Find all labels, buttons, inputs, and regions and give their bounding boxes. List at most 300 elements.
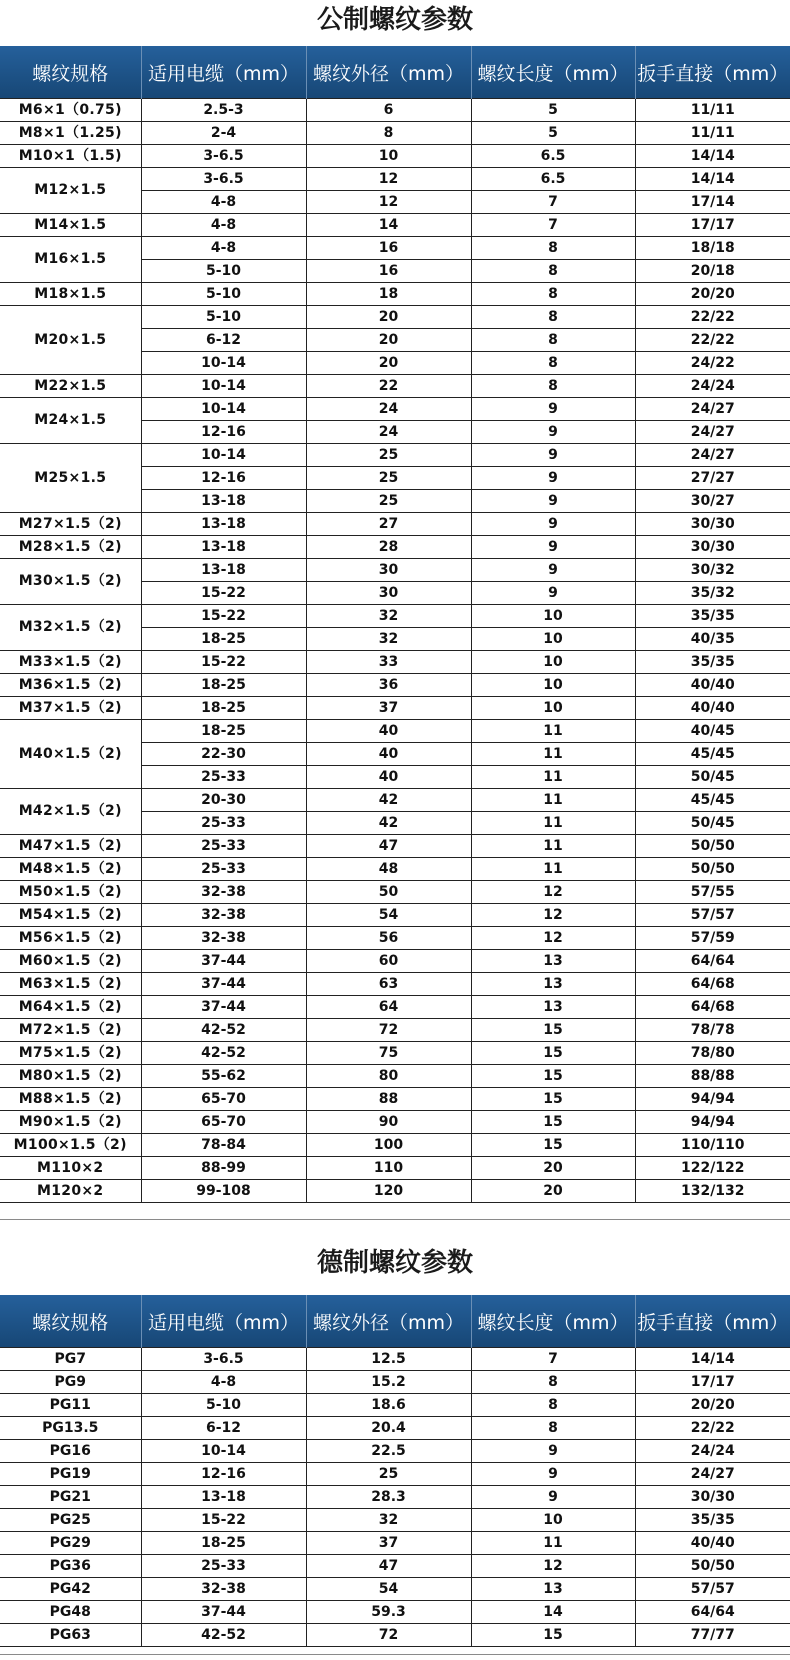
thread-diameter-cell: 20.4 [306, 1417, 471, 1440]
cable-range-cell: 4-8 [141, 214, 306, 237]
thread-diameter-cell: 30 [306, 582, 471, 605]
thread-spec-cell: M18×1.5 [0, 283, 141, 306]
wrench-size-cell: 17/17 [635, 1371, 790, 1394]
thread-diameter-cell: 120 [306, 1180, 471, 1203]
table-row [0, 375, 790, 398]
wrench-size-cell: 64/68 [635, 973, 790, 996]
thread-diameter-cell: 32 [306, 605, 471, 628]
cable-range-cell: 25-33 [141, 812, 306, 835]
thread-diameter-cell: 47 [306, 1555, 471, 1578]
bottom-divider [0, 1654, 790, 1655]
wrench-size-cell: 24/27 [635, 1463, 790, 1486]
table-row [0, 237, 790, 260]
cable-range-cell: 10-14 [141, 352, 306, 375]
cable-range-cell: 32-38 [141, 927, 306, 950]
thread-length-cell: 9 [471, 421, 635, 444]
pg-header-row [0, 1295, 790, 1348]
cable-range-cell: 15-22 [141, 651, 306, 674]
thread-length-cell: 9 [471, 444, 635, 467]
thread-length-cell: 9 [471, 536, 635, 559]
thread-diameter-cell: 20 [306, 306, 471, 329]
thread-length-cell: 8 [471, 260, 635, 283]
cable-range-cell: 20-30 [141, 789, 306, 812]
wrench-size-cell: 24/27 [635, 421, 790, 444]
thread-diameter-cell: 20 [306, 329, 471, 352]
cable-range-cell: 3-6.5 [141, 168, 306, 191]
thread-length-cell: 11 [471, 858, 635, 881]
wrench-size-cell: 57/59 [635, 927, 790, 950]
thread-length-cell: 10 [471, 1509, 635, 1532]
wrench-size-cell: 24/24 [635, 1440, 790, 1463]
table-row [0, 1180, 790, 1203]
table-row [0, 1111, 790, 1134]
wrench-size-cell: 35/35 [635, 651, 790, 674]
table-row [0, 858, 790, 881]
cable-range-cell: 18-25 [141, 697, 306, 720]
thread-length-cell: 6.5 [471, 145, 635, 168]
wrench-size-cell: 30/30 [635, 1486, 790, 1509]
cable-range-cell: 32-38 [141, 1578, 306, 1601]
thread-spec-cell: M110×2 [0, 1157, 141, 1180]
thread-spec-cell: M25×1.5 [0, 444, 141, 513]
wrench-size-cell: 50/50 [635, 858, 790, 881]
wrench-size-cell: 122/122 [635, 1157, 790, 1180]
wrench-size-cell: 77/77 [635, 1624, 790, 1647]
cable-range-cell: 65-70 [141, 1088, 306, 1111]
cable-range-cell: 37-44 [141, 996, 306, 1019]
table-row [0, 651, 790, 674]
cable-range-cell: 10-14 [141, 398, 306, 421]
thread-spec-cell: M33×1.5（2) [0, 651, 141, 674]
table-row [0, 513, 790, 536]
wrench-size-cell: 24/22 [635, 352, 790, 375]
thread-diameter-cell: 16 [306, 237, 471, 260]
wrench-size-cell: 50/45 [635, 766, 790, 789]
wrench-size-cell: 20/18 [635, 260, 790, 283]
wrench-size-cell: 45/45 [635, 789, 790, 812]
thread-spec-cell: M48×1.5（2) [0, 858, 141, 881]
wrench-size-cell: 64/64 [635, 1601, 790, 1624]
thread-diameter-cell: 64 [306, 996, 471, 1019]
thread-spec-cell: M80×1.5（2) [0, 1065, 141, 1088]
thread-length-cell: 11 [471, 766, 635, 789]
table-row [0, 214, 790, 237]
metric-header-row [0, 46, 790, 99]
thread-length-cell: 13 [471, 973, 635, 996]
cable-range-cell: 13-18 [141, 559, 306, 582]
metric-thread-table [0, 46, 790, 1203]
thread-spec-cell: PG63 [0, 1624, 141, 1647]
thread-spec-cell: M12×1.5 [0, 168, 141, 214]
metric-table-title: 公制螺纹参数 [316, 5, 473, 35]
cable-range-cell: 32-38 [141, 881, 306, 904]
thread-diameter-cell: 72 [306, 1624, 471, 1647]
wrench-size-cell: 57/55 [635, 881, 790, 904]
thread-length-cell: 15 [471, 1088, 635, 1111]
wrench-size-cell: 78/80 [635, 1042, 790, 1065]
thread-spec-cell: M8×1（1.25) [0, 122, 141, 145]
wrench-size-cell: 30/32 [635, 559, 790, 582]
cable-range-cell: 5-10 [141, 1394, 306, 1417]
thread-diameter-cell: 42 [306, 812, 471, 835]
thread-length-cell: 9 [471, 490, 635, 513]
thread-length-cell: 15 [471, 1111, 635, 1134]
header-thread-diameter: 螺纹外径（mm） [306, 1295, 471, 1348]
table-row [0, 1065, 790, 1088]
cable-range-cell: 4-8 [141, 1371, 306, 1394]
wrench-size-cell: 30/30 [635, 513, 790, 536]
table-row [0, 950, 790, 973]
cable-range-cell: 5-10 [141, 283, 306, 306]
table-row [0, 973, 790, 996]
header-cable-range: 适用电缆（mm） [141, 1295, 306, 1348]
header-thread-length: 螺纹长度（mm） [471, 1295, 635, 1348]
wrench-size-cell: 50/50 [635, 835, 790, 858]
cable-range-cell: 37-44 [141, 973, 306, 996]
thread-length-cell: 9 [471, 513, 635, 536]
thread-length-cell: 9 [471, 1440, 635, 1463]
cable-range-cell: 18-25 [141, 628, 306, 651]
wrench-size-cell: 57/57 [635, 904, 790, 927]
thread-spec-cell: PG29 [0, 1532, 141, 1555]
thread-diameter-cell: 32 [306, 628, 471, 651]
wrench-size-cell: 35/35 [635, 605, 790, 628]
table-row [0, 904, 790, 927]
wrench-size-cell: 110/110 [635, 1134, 790, 1157]
thread-diameter-cell: 16 [306, 260, 471, 283]
table-row [0, 996, 790, 1019]
thread-length-cell: 7 [471, 1348, 635, 1371]
thread-length-cell: 12 [471, 904, 635, 927]
wrench-size-cell: 22/22 [635, 1417, 790, 1440]
thread-diameter-cell: 14 [306, 214, 471, 237]
table-row [0, 1042, 790, 1065]
thread-diameter-cell: 15.2 [306, 1371, 471, 1394]
header-cable-range: 适用电缆（mm） [141, 46, 306, 99]
thread-spec-cell: PG19 [0, 1463, 141, 1486]
thread-spec-cell: M90×1.5（2) [0, 1111, 141, 1134]
header-thread-length: 螺纹长度（mm） [471, 46, 635, 99]
thread-length-cell: 10 [471, 697, 635, 720]
thread-length-cell: 15 [471, 1065, 635, 1088]
cable-range-cell: 18-25 [141, 720, 306, 743]
table-row [0, 99, 790, 122]
table-row [0, 1348, 790, 1371]
thread-length-cell: 12 [471, 881, 635, 904]
thread-diameter-cell: 12 [306, 191, 471, 214]
thread-spec-cell: M60×1.5（2) [0, 950, 141, 973]
cable-range-cell: 6-12 [141, 329, 306, 352]
wrench-size-cell: 20/20 [635, 283, 790, 306]
thread-diameter-cell: 20 [306, 352, 471, 375]
thread-spec-cell: M47×1.5（2) [0, 835, 141, 858]
thread-diameter-cell: 25 [306, 467, 471, 490]
table-row [0, 1134, 790, 1157]
cable-range-cell: 25-33 [141, 835, 306, 858]
thread-length-cell: 14 [471, 1601, 635, 1624]
table-row [0, 1417, 790, 1440]
thread-length-cell: 20 [471, 1157, 635, 1180]
wrench-size-cell: 18/18 [635, 237, 790, 260]
wrench-size-cell: 40/35 [635, 628, 790, 651]
thread-diameter-cell: 75 [306, 1042, 471, 1065]
cable-range-cell: 3-6.5 [141, 1348, 306, 1371]
table-row [0, 1088, 790, 1111]
wrench-size-cell: 22/22 [635, 306, 790, 329]
table-row [0, 283, 790, 306]
wrench-size-cell: 50/45 [635, 812, 790, 835]
thread-diameter-cell: 40 [306, 743, 471, 766]
thread-spec-cell: M20×1.5 [0, 306, 141, 375]
thread-length-cell: 9 [471, 398, 635, 421]
cable-range-cell: 15-22 [141, 1509, 306, 1532]
thread-spec-cell: M6×1（0.75) [0, 99, 141, 122]
thread-spec-cell: PG9 [0, 1371, 141, 1394]
thread-spec-cell: M56×1.5（2) [0, 927, 141, 950]
cable-range-cell: 42-52 [141, 1624, 306, 1647]
table-row [0, 536, 790, 559]
table-row [0, 835, 790, 858]
thread-length-cell: 7 [471, 214, 635, 237]
thread-length-cell: 9 [471, 559, 635, 582]
cable-range-cell: 6-12 [141, 1417, 306, 1440]
thread-length-cell: 9 [471, 1486, 635, 1509]
thread-spec-cell: PG16 [0, 1440, 141, 1463]
thread-diameter-cell: 90 [306, 1111, 471, 1134]
cable-range-cell: 22-30 [141, 743, 306, 766]
thread-length-cell: 11 [471, 743, 635, 766]
wrench-size-cell: 24/27 [635, 444, 790, 467]
thread-length-cell: 11 [471, 720, 635, 743]
cable-range-cell: 10-14 [141, 444, 306, 467]
header-wrench-size: 扳手直接（mm） [635, 46, 790, 99]
thread-diameter-cell: 72 [306, 1019, 471, 1042]
wrench-size-cell: 14/14 [635, 145, 790, 168]
thread-length-cell: 6.5 [471, 168, 635, 191]
cable-range-cell: 13-18 [141, 536, 306, 559]
thread-diameter-cell: 12.5 [306, 1348, 471, 1371]
thread-spec-cell: PG36 [0, 1555, 141, 1578]
wrench-size-cell: 17/17 [635, 214, 790, 237]
cable-range-cell: 25-33 [141, 858, 306, 881]
thread-diameter-cell: 54 [306, 1578, 471, 1601]
thread-diameter-cell: 80 [306, 1065, 471, 1088]
thread-spec-cell: M14×1.5 [0, 214, 141, 237]
thread-diameter-cell: 18 [306, 283, 471, 306]
table-row [0, 1578, 790, 1601]
table-row [0, 1440, 790, 1463]
thread-diameter-cell: 30 [306, 559, 471, 582]
cable-range-cell: 2.5-3 [141, 99, 306, 122]
thread-length-cell: 13 [471, 950, 635, 973]
cable-range-cell: 10-14 [141, 1440, 306, 1463]
thread-length-cell: 15 [471, 1042, 635, 1065]
thread-diameter-cell: 60 [306, 950, 471, 973]
table-row [0, 1624, 790, 1647]
thread-length-cell: 11 [471, 835, 635, 858]
thread-length-cell: 12 [471, 927, 635, 950]
thread-length-cell: 20 [471, 1180, 635, 1203]
wrench-size-cell: 14/14 [635, 1348, 790, 1371]
thread-diameter-cell: 100 [306, 1134, 471, 1157]
thread-spec-cell: M32×1.5（2) [0, 605, 141, 651]
wrench-size-cell: 57/57 [635, 1578, 790, 1601]
header-thread-spec: 螺纹规格 [0, 1295, 141, 1348]
wrench-size-cell: 88/88 [635, 1065, 790, 1088]
thread-spec-cell: M10×1（1.5) [0, 145, 141, 168]
cable-range-cell: 3-6.5 [141, 145, 306, 168]
thread-length-cell: 11 [471, 1532, 635, 1555]
thread-diameter-cell: 22.5 [306, 1440, 471, 1463]
thread-diameter-cell: 32 [306, 1509, 471, 1532]
header-thread-spec: 螺纹规格 [0, 46, 141, 99]
wrench-size-cell: 35/35 [635, 1509, 790, 1532]
thread-diameter-cell: 40 [306, 766, 471, 789]
cable-range-cell: 13-18 [141, 490, 306, 513]
thread-spec-cell: M22×1.5 [0, 375, 141, 398]
cable-range-cell: 18-25 [141, 674, 306, 697]
table-row [0, 1601, 790, 1624]
wrench-size-cell: 94/94 [635, 1088, 790, 1111]
thread-length-cell: 5 [471, 122, 635, 145]
pg-thread-table [0, 1295, 790, 1647]
thread-diameter-cell: 48 [306, 858, 471, 881]
header-thread-diameter: 螺纹外径（mm） [306, 46, 471, 99]
cable-range-cell: 78-84 [141, 1134, 306, 1157]
wrench-size-cell: 45/45 [635, 743, 790, 766]
thread-spec-cell: M42×1.5（2) [0, 789, 141, 835]
thread-spec-cell: M16×1.5 [0, 237, 141, 283]
thread-length-cell: 8 [471, 375, 635, 398]
table-row [0, 306, 790, 329]
thread-length-cell: 10 [471, 674, 635, 697]
thread-length-cell: 15 [471, 1134, 635, 1157]
cable-range-cell: 15-22 [141, 605, 306, 628]
thread-diameter-cell: 10 [306, 145, 471, 168]
cable-range-cell: 12-16 [141, 421, 306, 444]
thread-length-cell: 8 [471, 1371, 635, 1394]
wrench-size-cell: 17/14 [635, 191, 790, 214]
thread-diameter-cell: 42 [306, 789, 471, 812]
thread-length-cell: 13 [471, 996, 635, 1019]
cable-range-cell: 5-10 [141, 260, 306, 283]
wrench-size-cell: 27/27 [635, 467, 790, 490]
thread-spec-cell: M37×1.5（2) [0, 697, 141, 720]
table-row [0, 605, 790, 628]
thread-diameter-cell: 50 [306, 881, 471, 904]
thread-length-cell: 8 [471, 329, 635, 352]
wrench-size-cell: 94/94 [635, 1111, 790, 1134]
thread-diameter-cell: 59.3 [306, 1601, 471, 1624]
cable-range-cell: 12-16 [141, 467, 306, 490]
thread-length-cell: 11 [471, 789, 635, 812]
thread-diameter-cell: 36 [306, 674, 471, 697]
cable-range-cell: 13-18 [141, 1486, 306, 1509]
thread-length-cell: 15 [471, 1624, 635, 1647]
thread-diameter-cell: 12 [306, 168, 471, 191]
thread-spec-cell: M72×1.5（2) [0, 1019, 141, 1042]
thread-length-cell: 8 [471, 1417, 635, 1440]
table-row [0, 398, 790, 421]
wrench-size-cell: 50/50 [635, 1555, 790, 1578]
wrench-size-cell: 30/27 [635, 490, 790, 513]
table-row [0, 927, 790, 950]
table-row [0, 168, 790, 191]
cable-range-cell: 65-70 [141, 1111, 306, 1134]
table-row [0, 559, 790, 582]
thread-spec-cell: M50×1.5（2) [0, 881, 141, 904]
wrench-size-cell: 64/64 [635, 950, 790, 973]
thread-diameter-cell: 110 [306, 1157, 471, 1180]
thread-spec-cell: M64×1.5（2) [0, 996, 141, 1019]
cable-range-cell: 18-25 [141, 1532, 306, 1555]
cable-range-cell: 2-4 [141, 122, 306, 145]
thread-length-cell: 11 [471, 812, 635, 835]
thread-length-cell: 5 [471, 99, 635, 122]
table-row [0, 1371, 790, 1394]
thread-length-cell: 9 [471, 1463, 635, 1486]
thread-diameter-cell: 8 [306, 122, 471, 145]
thread-diameter-cell: 33 [306, 651, 471, 674]
thread-length-cell: 8 [471, 306, 635, 329]
cable-range-cell: 42-52 [141, 1019, 306, 1042]
cable-range-cell: 99-108 [141, 1180, 306, 1203]
table-row [0, 720, 790, 743]
thread-spec-cell: PG25 [0, 1509, 141, 1532]
thread-length-cell: 9 [471, 467, 635, 490]
thread-length-cell: 10 [471, 651, 635, 674]
wrench-size-cell: 40/40 [635, 674, 790, 697]
thread-spec-cell: M75×1.5（2) [0, 1042, 141, 1065]
table-row [0, 881, 790, 904]
thread-spec-cell: M30×1.5（2) [0, 559, 141, 605]
cable-range-cell: 42-52 [141, 1042, 306, 1065]
cable-range-cell: 37-44 [141, 1601, 306, 1624]
thread-diameter-cell: 28 [306, 536, 471, 559]
thread-spec-cell: M54×1.5（2) [0, 904, 141, 927]
table-row [0, 444, 790, 467]
thread-diameter-cell: 25 [306, 444, 471, 467]
cable-range-cell: 12-16 [141, 1463, 306, 1486]
section-divider [0, 1219, 790, 1220]
cable-range-cell: 4-8 [141, 237, 306, 260]
table-row [0, 1509, 790, 1532]
cable-range-cell: 15-22 [141, 582, 306, 605]
table-row [0, 789, 790, 812]
cable-range-cell: 88-99 [141, 1157, 306, 1180]
table-row [0, 1532, 790, 1555]
thread-diameter-cell: 18.6 [306, 1394, 471, 1417]
cable-range-cell: 55-62 [141, 1065, 306, 1088]
thread-spec-cell: PG7 [0, 1348, 141, 1371]
thread-spec-cell: M63×1.5（2) [0, 973, 141, 996]
cable-range-cell: 4-8 [141, 191, 306, 214]
thread-spec-cell: M120×2 [0, 1180, 141, 1203]
wrench-size-cell: 40/40 [635, 697, 790, 720]
thread-length-cell: 12 [471, 1555, 635, 1578]
thread-length-cell: 13 [471, 1578, 635, 1601]
thread-spec-cell: M88×1.5（2) [0, 1088, 141, 1111]
table-row [0, 122, 790, 145]
thread-spec-cell: PG21 [0, 1486, 141, 1509]
thread-diameter-cell: 47 [306, 835, 471, 858]
thread-diameter-cell: 27 [306, 513, 471, 536]
thread-diameter-cell: 6 [306, 99, 471, 122]
table-row [0, 1157, 790, 1180]
thread-diameter-cell: 63 [306, 973, 471, 996]
wrench-size-cell: 24/24 [635, 375, 790, 398]
thread-length-cell: 10 [471, 605, 635, 628]
